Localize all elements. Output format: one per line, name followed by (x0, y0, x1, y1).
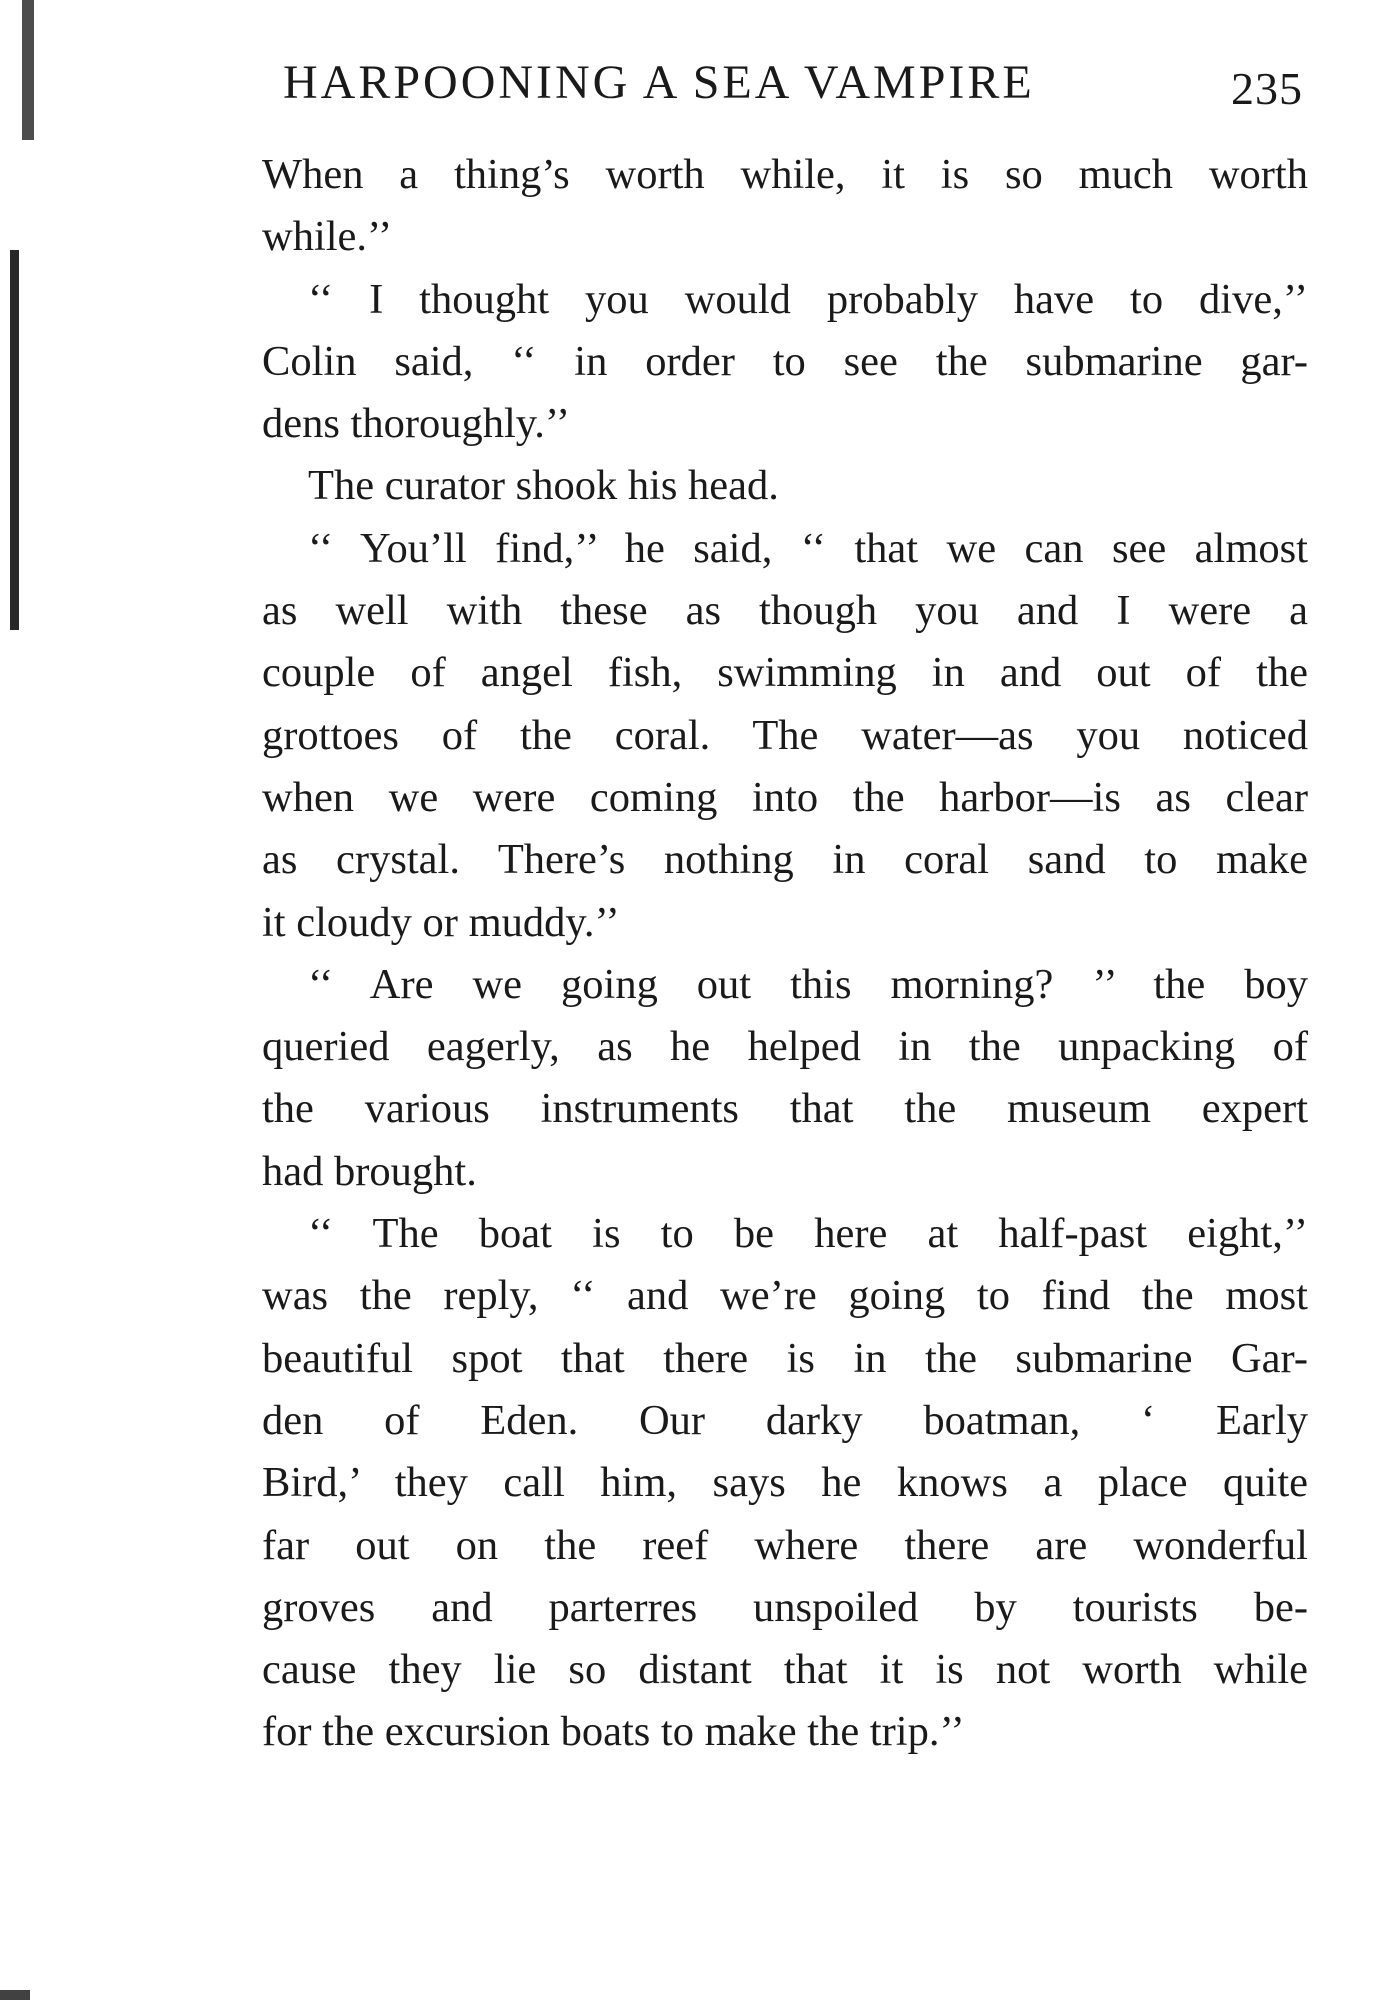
text-line: beautiful spot that there is in the submarine Gar- (262, 1334, 1308, 1382)
text-line: ‘‘ The boat is to be here at half-past eight,’’ (308, 1210, 1308, 1258)
text-line: while.’’ (262, 213, 393, 261)
text-line: ‘‘ I thought you would probably have to dive,’’ (308, 275, 1308, 323)
text-line: as well with these as though you and I were a (262, 587, 1308, 635)
text-line: ‘‘ You’ll find,’’ he said, ‘‘ that we can see almost (308, 524, 1308, 572)
text-line: had brought. (262, 1147, 477, 1195)
text-line: was the reply, ‘‘ and we’re going to find the most (262, 1272, 1308, 1320)
page-number: 235 (1231, 63, 1303, 114)
text-line: groves and parterres unspoiled by tourists be- (262, 1583, 1308, 1631)
text-line: dens thoroughly.’’ (262, 400, 571, 448)
text-line: The curator shook his head. (308, 462, 779, 510)
running-title: HARPOONING A SEA VAMPIRE (283, 56, 1035, 109)
text-line: couple of angel fish, swimming in and out of the (262, 649, 1308, 697)
scan-gutter-mark-top (22, 0, 34, 140)
text-line: for the excursion boats to make the trip.’’ (262, 1708, 965, 1756)
text-body (262, 144, 1308, 1764)
text-line: cause they lie so distant that it is not worth while (262, 1646, 1308, 1694)
text-line: when we were coming into the harbor—is as clear (262, 773, 1308, 821)
text-line: ‘‘ Are we going out this morning? ’’ the boy (308, 960, 1308, 1008)
text-line: den of Eden. Our darky boatman, ‘ Early (262, 1396, 1308, 1444)
running-head (283, 48, 1303, 118)
scan-gutter-mark-bottom (0, 1990, 30, 2000)
text-line: When a thing’s worth while, it is so much worth (262, 151, 1308, 198)
text-line: it cloudy or muddy.’’ (262, 898, 620, 946)
text-line: Bird,’ they call him, says he knows a place quite (262, 1459, 1308, 1507)
text-line: queried eagerly, as he helped in the unpacking of (262, 1023, 1308, 1071)
scan-gutter-mark-middle (10, 250, 19, 630)
text-line: grottoes of the coral. The water—as you noticed (262, 711, 1308, 759)
text-line: as crystal. There’s nothing in coral sand to make (262, 836, 1308, 884)
text-line: Colin said, ‘‘ in order to see the submarine gar- (262, 337, 1308, 385)
text-line: the various instruments that the museum expert (262, 1085, 1308, 1133)
text-line: far out on the reef where there are wonderful (262, 1521, 1308, 1569)
